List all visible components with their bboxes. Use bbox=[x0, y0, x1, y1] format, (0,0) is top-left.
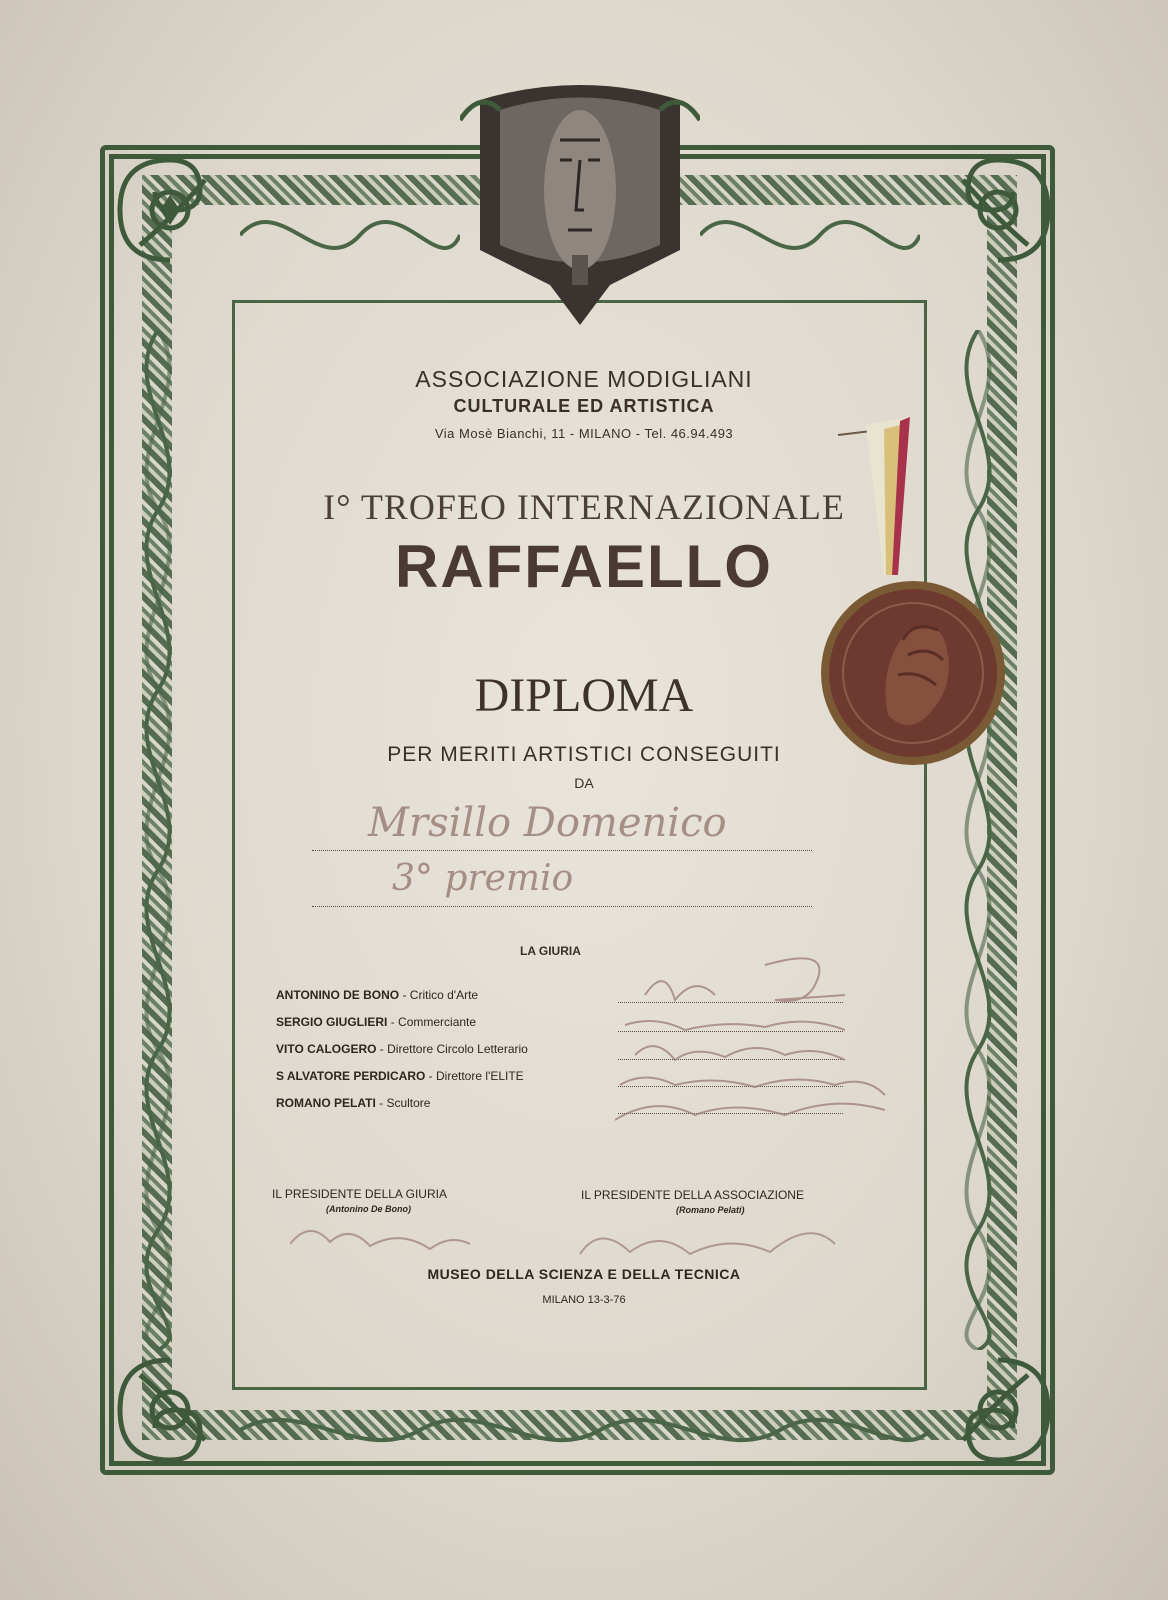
jury-member: ANTONINO DE BONO - Critico d'Arte bbox=[276, 988, 479, 1002]
jury-handwritten-signatures bbox=[615, 945, 905, 1130]
top-left-scroll-ornament-icon bbox=[240, 190, 460, 280]
prize-line bbox=[312, 906, 812, 907]
jury-title: LA GIURIA bbox=[520, 944, 581, 958]
left-scroll-ornament-icon bbox=[118, 330, 198, 1350]
jury-member: S ALVATORE PERDICARO - Direttore l'ELITE bbox=[276, 1069, 524, 1083]
document-title: DIPLOMA bbox=[474, 669, 694, 722]
association-president-label: IL PRESIDENTE DELLA ASSOCIAZIONE bbox=[581, 1188, 804, 1202]
place-date: MILANO 13-3-76 bbox=[542, 1294, 626, 1306]
bronze-medal-with-ribbon bbox=[818, 415, 1008, 767]
corner-ornament-icon bbox=[938, 1350, 1058, 1470]
corner-ornament-icon bbox=[110, 1350, 230, 1470]
jury-member: SERGIO GIUGLIERI - Commerciante bbox=[276, 1015, 477, 1029]
president-handwritten-signatures bbox=[290, 1214, 860, 1264]
jury-member: VITO CALOGERO - Direttore Circolo Letterario bbox=[276, 1042, 528, 1056]
recipient-name-line bbox=[312, 850, 812, 851]
award-name: RAFFAELLO bbox=[395, 533, 773, 600]
jury-list bbox=[276, 988, 528, 1123]
modigliani-portrait-emblem bbox=[460, 80, 700, 330]
top-right-scroll-ornament-icon bbox=[700, 190, 920, 280]
association-address: Via Mosè Bianchi, 11 - MILANO - Tel. 46.94.493 bbox=[434, 426, 734, 441]
recipient-name-handwritten: Mrsillo Domenico bbox=[368, 800, 727, 846]
jury-president-name: (Antonino De Bono) bbox=[326, 1204, 411, 1214]
venue: MUSEO DELLA SCIENZA E DELLA TECNICA bbox=[427, 1266, 741, 1282]
award-reason: PER MERITI ARTISTICI CONSEGUITI bbox=[387, 743, 781, 766]
corner-ornament-icon bbox=[110, 150, 230, 270]
association-subtitle: CULTURALE ED ARTISTICA bbox=[453, 396, 715, 416]
jury-president-label: IL PRESIDENTE DELLA GIURIA bbox=[272, 1187, 447, 1201]
jury-member: ROMANO PELATI - Scultore bbox=[276, 1096, 431, 1110]
trophy-title: I° TROFEO INTERNAZIONALE bbox=[323, 487, 845, 527]
da-label: DA bbox=[574, 775, 594, 791]
bottom-scroll-ornament-icon bbox=[240, 1395, 930, 1465]
association-president-name: (Romano Pelati) bbox=[676, 1205, 745, 1215]
association-name: ASSOCIAZIONE MODIGLIANI bbox=[415, 366, 753, 392]
prize-handwritten: 3° premio bbox=[392, 858, 574, 899]
corner-ornament-icon bbox=[938, 150, 1058, 270]
